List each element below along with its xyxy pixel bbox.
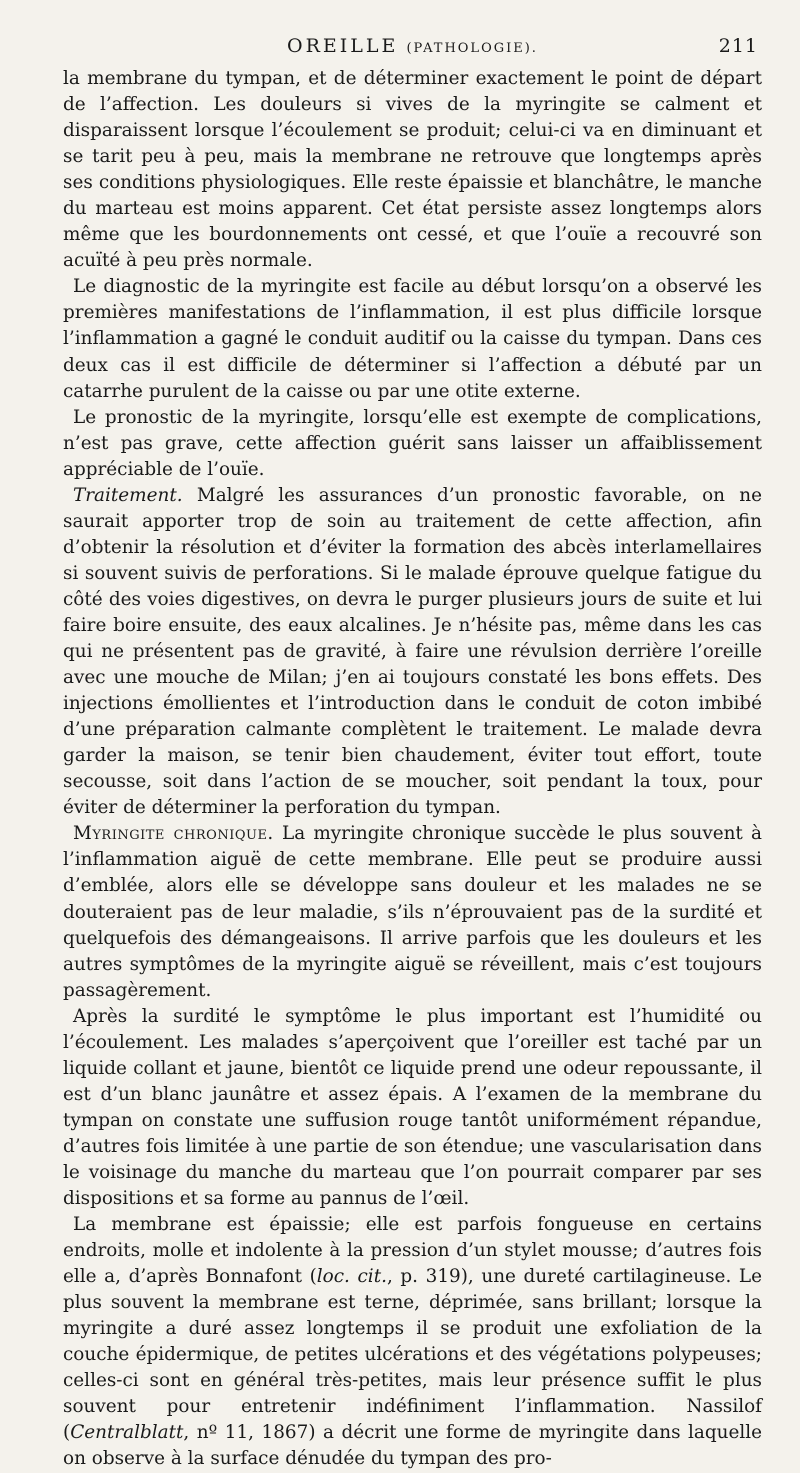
page-number: 211 — [718, 35, 758, 57]
paragraph-text: La myringite chronique succède le plus souvent à l’inflammation aiguë de cette membrane. Elle peut se produire aussi d’emblée, alors elle se développe sans douleur et les malades ne se douteraient pas de leur maladie, s’ils n’éprouvaient pas de la surdité et quelquefois des démangeaisons. Il arrive parfois que les douleurs et les autres symptômes de la myringite aiguë se réveillent, mais c’est toujours passagèrement. — [63, 823, 762, 1001]
paragraph-text: la membrane du tympan, et de déterminer exactement le point de départ de l’affection. Les douleurs si vives de la myringite se calment et disparaissent lorsque l’écoulement se produit; celui-ci va en diminuant et se tarit peu à peu, mais la membrane ne retrouve que longtemps après ses conditions physiologiques. Elle reste épaissie et blanchâtre, le manche du marteau est moins apparent. Cet état persiste assez longtemps alors même que les bourdonnements ont cessé, et que l’ouïe a recouvré son acuïté à peu près normale. — [63, 68, 762, 272]
paragraph — [63, 821, 762, 1003]
paragraph — [63, 1004, 762, 1212]
section-lead: Traitement. — [73, 484, 183, 506]
citation: loc. cit. — [316, 1266, 387, 1288]
paragraph-text: La membrane est épaissie; elle est parfois fongueuse en certains endroits, molle et indolente à la pression d’un stylet mousse; d’autres fois elle a, d’après Bonnafont ( — [63, 1214, 762, 1288]
paragraph-text: Après la surdité le symptôme le plus important est l’humidité ou l’écoulement. Les malades s’aperçoivent que l’oreiller est taché par un liquide collant et jaune, bientôt ce liquide prend une odeur repoussante, il est d’un blanc jaunâtre et assez épais. A l’examen de la membrane du tympan on constate une suffusion rouge tantôt uniformément répandue, d’autres fois limitée à une partie de son étendue; une vascularisation dans le voisinage du manche du marteau que l’on pourrait comparer par ses dispositions et sa forme au pannus de l’œil. — [63, 1005, 762, 1210]
body-text — [63, 66, 762, 1473]
section-lead: Myringite chronique. — [73, 823, 274, 845]
header-subtitle: (PATHOLOGIE). — [406, 41, 538, 56]
paragraph — [63, 274, 762, 404]
paragraph-text: , p. 319), une dureté cartilagineuse. Le plus souvent la membrane est terne, déprimée, sans brillant; lorsque la myringite a duré assez longtemps il se produit une exfoliation de la couche épidermique, de petites ulcérations et des végétations polypeuses; celles-ci sont en général très-petites, mais leur présence suffit le plus souvent pour entretenir indéfiniment l’inflammation. Nassilof ( — [63, 1266, 762, 1444]
paragraph — [63, 405, 762, 483]
paragraph — [63, 483, 762, 822]
paragraph-text: , nº 11, 1867) a décrit une forme de myringite dans laquelle on observe à la surface dénudée du tympan des pro- — [63, 1422, 762, 1470]
paragraph-text: Le diagnostic de la myringite est facile au début lorsqu’on a observé les premières manifestations de l’inflammation, il est plus difficile lorsque l’inflammation a gagné le conduit auditif ou la caisse du tympan. Dans ces deux cas il est difficile de déterminer si l’affection a débuté par un catarrhe purulent de la caisse ou par une otite externe. — [63, 276, 762, 402]
paragraph-text: Le pronostic de la myringite, lorsqu’elle est exempte de complications, n’est pas grave, cette affection guérit sans laisser un affaiblissement appréciable de l’ouïe. — [63, 406, 762, 480]
paragraph-text: Malgré les assurances d’un pronostic favorable, on ne saurait apporter trop de soin au traitement de cette affection, afin d’obtenir la résolution et d’éviter la formation des abcès interlamellaires si souvent suivis de perforations. Si le malade éprouve quelque fatigue du côté des voies digestives, on devra le purger plusieurs jours de suite et lui faire boire ensuite, des eaux alcalines. Je n’hésite pas, même dans les cas qui ne présentent pas de gravité, à faire une révulsion derrière l’oreille avec une mouche de Milan; j’en ai toujours constaté les bons effets. Des injections émollientes et l’introduction dans le conduit de coton imbibé d’une préparation calmante complètent le traitement. Le malade devra garder la maison, se tenir bien chaudement, éviter tout effort, toute secousse, soit dans l’action de se moucher, soit pendant la toux, pour éviter de déterminer la perforation du tympan. — [63, 484, 762, 819]
header-title: OREILLE — [287, 35, 399, 57]
paragraph — [63, 66, 762, 274]
running-header — [63, 26, 762, 66]
paragraph — [63, 1212, 762, 1472]
citation: Centralblatt — [70, 1422, 184, 1444]
